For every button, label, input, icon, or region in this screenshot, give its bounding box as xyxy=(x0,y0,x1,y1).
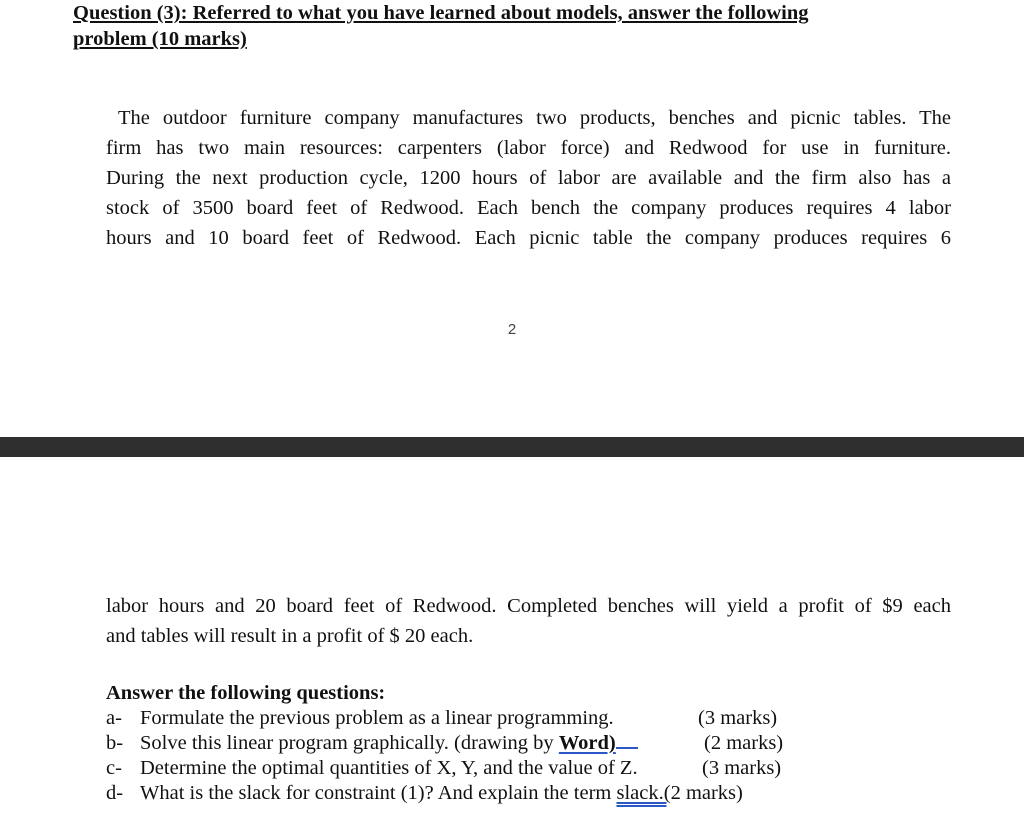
questions-title: Answer the following questions: xyxy=(106,682,386,704)
paragraph-line: During the next production cycle, 1200 hours of labor are available and the firm also has a xyxy=(106,167,951,189)
question-text-part: Solve this linear program graphically. (drawing by xyxy=(140,732,559,754)
paragraph-line: stock of 3500 board feet of Redwood. Each bench the company produces requires 4 labor xyxy=(106,197,951,219)
question-item-b xyxy=(106,731,784,756)
question-letter: b- xyxy=(106,732,124,754)
question-letter: d- xyxy=(106,782,124,804)
paragraph-line: The outdoor furniture company manufactures two products, benches and picnic tables. The xyxy=(118,107,951,129)
paragraph-line: firm has two main resources: carpenters (labor force) and Redwood for use in furniture. xyxy=(106,137,951,159)
question-item-c xyxy=(106,756,782,781)
problem-paragraph-2 xyxy=(106,591,951,651)
question-marks: (3 marks) xyxy=(698,707,778,729)
question-letter: c- xyxy=(106,757,122,779)
question-text-part: 2 marks) xyxy=(670,782,743,804)
page-break-divider xyxy=(0,437,1024,457)
paragraph-line: labor hours and 20 board feet of Redwood. Completed benches will yield a profit of $9 each xyxy=(106,595,951,617)
question-heading-line-1: Question (3): Referred to what you have learned about models, answer the following xyxy=(73,2,809,24)
question-item-d xyxy=(106,781,743,806)
question-text: Determine the optimal quantities of X, Y, and the value of Z. xyxy=(140,757,638,779)
question-marks: (2 marks) xyxy=(704,732,784,754)
paragraph-line: hours and 10 board feet of Redwood. Each picnic table the company produces requires 6 xyxy=(106,227,951,249)
question-text: Formulate the previous problem as a linear programming. xyxy=(140,707,614,729)
question-text xyxy=(140,731,638,756)
question-item-a xyxy=(106,706,778,731)
question-text-part: What is the slack for constraint (1)? And explain the term xyxy=(140,782,617,804)
paragraph-line: and tables will result in a profit of $ 20 each. xyxy=(106,625,474,647)
page-number: 2 xyxy=(507,321,517,338)
blank-underline xyxy=(616,733,638,749)
question-letter: a- xyxy=(106,707,122,729)
problem-paragraph-1 xyxy=(106,103,951,253)
question-text xyxy=(140,781,743,806)
question-marks: (3 marks) xyxy=(702,757,782,779)
word-bold-text: Word) xyxy=(558,732,616,754)
slack-underlined-text: slack.( xyxy=(616,782,671,804)
question-heading-line-2: problem (10 marks) xyxy=(73,28,247,50)
questions-block xyxy=(106,681,784,806)
question-heading xyxy=(73,0,809,52)
